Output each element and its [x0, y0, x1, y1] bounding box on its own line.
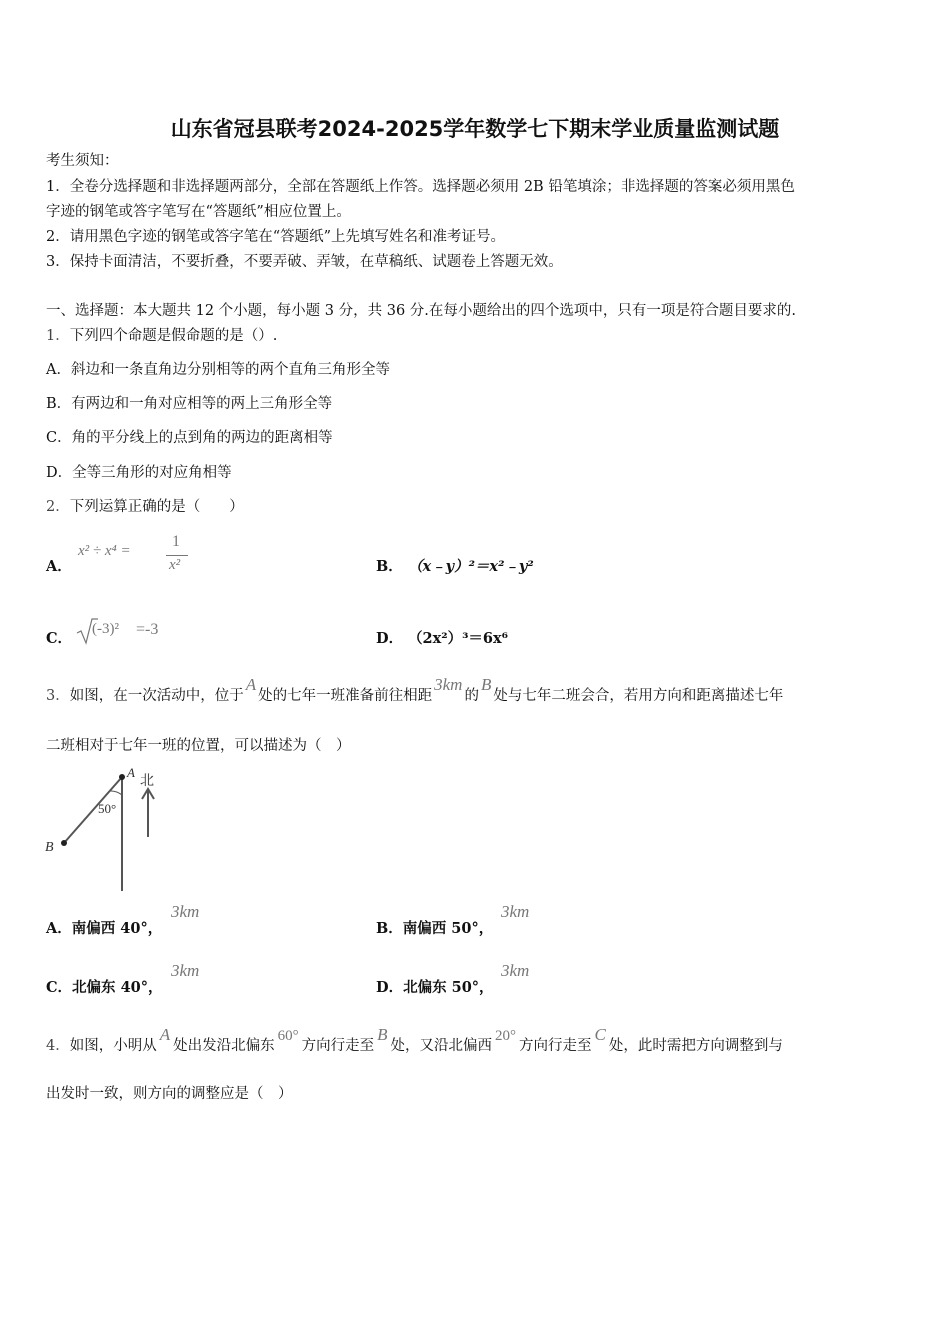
q2-option-c-label: C． [46, 630, 73, 647]
q3-option-a-dist: 3km [171, 902, 200, 921]
notice-heading: 考生须知： [46, 153, 119, 169]
question-stem: 下列运算正确的是（ ） [69, 499, 244, 515]
stem-text: 如图，小明从 [69, 1038, 157, 1054]
q1-option-b: B．有两边和一角对应相等的两上三角形全等 [46, 396, 333, 412]
q2-option-b-label: B． [376, 558, 403, 575]
question-4 [46, 1025, 783, 1056]
stem-text: 处，此时需把方向调整到与 [608, 1038, 783, 1054]
q3-option-a: A．南偏西 40°， [46, 920, 163, 937]
label-angle: 50° [98, 801, 117, 816]
stem-text: 处与七年二班会合，若用方向和距离描述七年 [493, 688, 784, 704]
question-stem: 下列四个命题是假命题的是（）. [69, 328, 278, 344]
question-3 [46, 675, 784, 706]
angle-20: 20° [495, 1028, 517, 1044]
q3-option-c-dist: 3km [171, 961, 200, 980]
question-1 [46, 326, 277, 346]
question-3-cont: 二班相对于七年一班的位置，可以描述为（ ） [46, 738, 351, 754]
q3-option-d-dist: 3km [501, 961, 530, 980]
page-title: 山东省冠县联考2024-2025学年数学七下期末学业质量监测试题 [170, 117, 780, 141]
stem-text: 处，又沿北偏西 [390, 1038, 493, 1054]
question-number: 2． [46, 499, 70, 515]
section-heading: 一、选择题：本大题共 12 个小题，每小题 3 分，共 36 分.在每小题给出的四个选项中，只有一项是符合题目要求的. [46, 303, 796, 319]
angle-60: 60° [277, 1028, 299, 1044]
question-2 [46, 497, 244, 517]
math-lhs: x² ÷ x⁴ = [78, 543, 131, 559]
question-4-cont: 出发时一致，则方向的调整应是（ ） [46, 1086, 293, 1102]
q1-option-c: C．角的平分线上的点到角的两边的距离相等 [46, 430, 333, 446]
q3-option-b: B．南偏西 50°， [376, 920, 494, 937]
stem-text: 处的七年一班准备前往相距 [258, 688, 433, 704]
point-b-dot [61, 840, 67, 846]
q2-option-b-expr: （x﹣y）²＝x²﹣y² [408, 558, 534, 575]
label-b: B [45, 840, 54, 855]
stem-text: 方向行走至 [301, 1038, 375, 1054]
q3-option-d: D．北偏东 50°， [376, 979, 494, 996]
notice-line-1-cont: 字迹的钢笔或答字笔写在“答题纸”相应位置上。 [46, 204, 351, 220]
var-c: C [594, 1025, 606, 1044]
stem-text: 如图，在一次活动中，位于 [69, 688, 244, 704]
q1-option-d: D．全等三角形的对应角相等 [46, 465, 232, 481]
notice-line-3: 3．保持卡面清洁，不要折叠，不要弄破、弄皱，在草稿纸、试题卷上答题无效。 [46, 254, 563, 270]
question-number: 4． [46, 1038, 70, 1054]
radicand: (-3)² [92, 621, 119, 637]
notice-line-2: 2．请用黑色字迹的钢笔或答字笔在“答题纸”上先填写姓名和准考证号。 [46, 229, 506, 245]
q3-option-b-dist: 3km [501, 902, 530, 921]
distance: 3km [434, 675, 463, 694]
label-a: A [127, 765, 135, 780]
angle-arc [110, 791, 122, 795]
notice-line-1: 1．全卷分选择题和非选择题两部分，全部在答题纸上作答。选择题必须用 2B 铅笔填涂；非选择题的答案必须用黑色 [46, 179, 795, 195]
fraction-bar [166, 555, 188, 556]
direction-figure [40, 765, 170, 895]
var-a: A [159, 1025, 171, 1044]
math-numerator: 1 [172, 533, 180, 550]
q1-option-a: A．斜边和一条直角边分别相等的两个直角三角形全等 [46, 362, 390, 378]
var-b: B [480, 675, 492, 694]
stem-text: 处出发沿北偏东 [173, 1038, 275, 1054]
math-rhs: =-3 [136, 621, 159, 638]
q2-option-a-label: A． [46, 558, 72, 575]
var-a: A [245, 675, 257, 694]
q3-option-c: C．北偏东 40°， [46, 979, 163, 996]
stem-text: 的 [464, 688, 479, 704]
q2-option-d-label: D． [376, 630, 404, 647]
question-number: 3． [46, 688, 70, 704]
question-number: 1． [46, 328, 70, 344]
point-a-dot [119, 774, 125, 780]
q2-option-d-expr: （2x²）³＝6x⁶ [408, 630, 509, 647]
stem-text: 方向行走至 [519, 1038, 592, 1054]
label-north: 北 [140, 773, 154, 789]
math-denominator: x² [169, 557, 181, 573]
var-b: B [377, 1025, 388, 1044]
